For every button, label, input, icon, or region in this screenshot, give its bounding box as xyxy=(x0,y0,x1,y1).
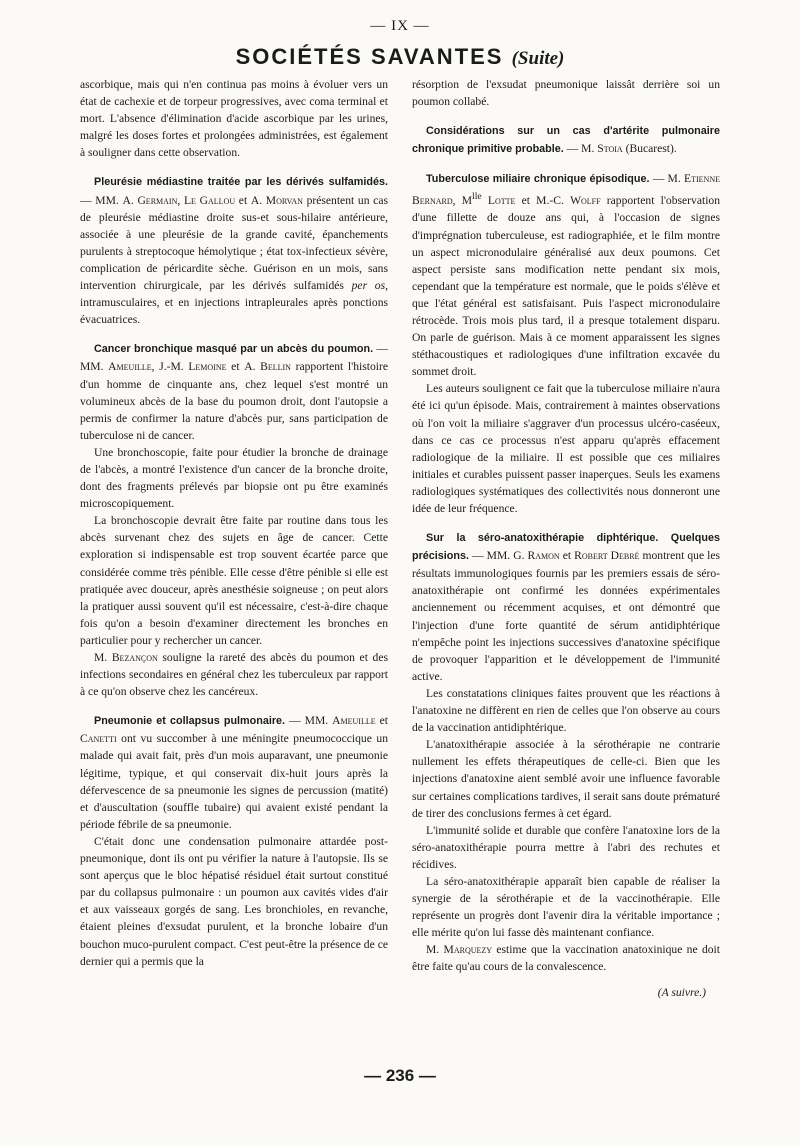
section-title: Considérations sur un cas d'artérite pulmonaire chronique primitive probable. xyxy=(412,125,720,156)
dash: — MM. xyxy=(80,342,388,374)
intro-paragraph: ascorbique, mais qui n'en continua pas moins à évoluer vers un état de cachexie et de torpeur progressives, avec coma terminal et mort. L'absence d'élimination d'acide ascorbique par les urines, malgré les doses fortes et prolongées administrées, est également à souligner dans cette observation. xyxy=(80,78,388,160)
sep: et xyxy=(226,360,245,374)
right-column xyxy=(412,76,720,1001)
author: Wolff xyxy=(570,194,601,208)
dash: — M. xyxy=(563,142,598,156)
author: Ameuille xyxy=(332,714,376,728)
sep: , xyxy=(177,193,184,207)
title-text: SOCIÉTÉS SAVANTES xyxy=(235,44,504,69)
paragraph: L'immunité solide et durable que confère l'anatoxine lors de la séro-anatoxithérapie pourra mettre à l'abri des rechutes et récidives. xyxy=(412,823,720,871)
dash: — MM. xyxy=(285,714,333,728)
author: Le Gallou xyxy=(183,193,236,207)
dash: — MM. xyxy=(469,549,514,563)
author: M. Marquezy xyxy=(426,943,493,957)
author: J.-M. Lemoine xyxy=(159,360,227,374)
section-title: Pneumonie et collapsus pulmonaire. xyxy=(94,715,286,728)
section-tuberculose xyxy=(412,170,720,380)
sep: et xyxy=(559,549,575,563)
section-sero-anatoxitherapie xyxy=(412,529,720,685)
paragraph xyxy=(412,941,720,975)
body-text: rapportent l'observation d'une fillette de douze ans qui, à l'occasion de signes d'imprégnation tuberculeuse, est radiographiée, et le film montre un aspect micronodulaire généralisé aux deux poumons. Cet aspect persiste sans modification nette pendant six mois, cependant que la température est normale, que le poids s'élève et que l'état général est satisfaisant. Puis l'aspect micronodulaire rétrocède. Trois mois plus tard, il a presque totalement disparu. On parle de guérison. Mais à ce moment apparaissent les signes stéthacoustiques et radiologiques d'une infiltration excavée du sommet droit. xyxy=(412,194,721,379)
author: Ameuille xyxy=(108,360,152,374)
page-number: — 236 — xyxy=(364,1066,436,1085)
paragraph: Une bronchoscopie, faite pour étudier la bronche de drainage de l'abcès, a montré l'existence d'un cancer de la bronche droite, dont des fragments prélevés par biopsie ont pu être examinés microscopiquement. xyxy=(80,445,388,511)
sep: , M xyxy=(452,194,473,208)
section-title: Tuberculose miliaire chronique épisodique. xyxy=(426,173,650,186)
continued-paragraph: résorption de l'exsudat pneumonique laissât derrière soi un poumon collabé. xyxy=(412,78,720,109)
body-text: rapportent l'histoire d'un homme de cinquante ans, chez lequel s'est montré un volumineux abcès de la base du poumon droit, dont l'autopsie a permis de confirmer la nature d'abcès pur, sans participation de tuberculose ni de cancer. xyxy=(80,360,388,442)
dash: — MM. xyxy=(80,193,123,207)
section-title: Sur la séro-anatoxithérapie diphtérique. Quelques précisions. xyxy=(412,532,720,563)
paragraph: C'était donc une condensation pulmonaire attardée post-pneumonique, dont ils ont pu vérifier la nature à l'autopsie. Ils se sont aperçus que le bloc hépatisé résiduel était surtout constitué par du collapsus pulmonaire : un poumon aux cavités vides d'air et aux vaisseaux gorgés de sang. Les bronchioles, en revanche, étaient pleines d'exsudat purulent, et la bronche lobaire d'un bouchon muco-purulent compact. C'est peut-être la présence de ce dernier qui a permis que la xyxy=(80,834,388,968)
sep: et xyxy=(235,193,251,207)
superscript: lle xyxy=(472,191,482,203)
left-column xyxy=(80,76,388,970)
body-text: montrent que les résultats immunologiques fournis par les premiers essais de séro-anatoxithérapie ont confirmé les données expérimentales anciennement ou récemment acquises, et ont démontré que l'injection d'une forte quantité de sérum antidiphtérique n'empêche point les injections successives d'anatoxine spécifique de provoquer l'apparition et le développement de l'immunité active. xyxy=(412,549,720,683)
body-text: présentent un cas de pleurésie médiastine droite sus-et sous-hilaire antérieure, associée à une pleurésie de la grande cavité, épanchements purulents à streptocoque hémolytique ; état tox-infectieux sévère, complication de péricardite sèche. Guérison en un mois, sans intervention chirurgicale, par les dérivés sulfamidés xyxy=(80,193,388,293)
author: Robert Debré xyxy=(574,549,640,563)
body-text: souligne la rareté des abcès du poumon et des infections secondaires en général chez les tuberculeux par rapport à ce qu'on observe chez les cancéreux. xyxy=(80,651,388,699)
author: A. Morvan xyxy=(250,193,303,207)
section-pneumonie xyxy=(80,712,388,833)
section-pleuresie xyxy=(80,173,388,328)
author: M. Bezançon xyxy=(94,651,158,664)
sep: et xyxy=(375,714,388,728)
author: A. Germain xyxy=(122,193,178,207)
latin-term: per os xyxy=(351,279,386,293)
author: G. Ramon xyxy=(513,549,560,563)
section-arterite xyxy=(412,122,720,158)
sep: , xyxy=(151,360,160,374)
author: Canetti xyxy=(80,732,117,746)
paragraph: Les constatations cliniques faites prouvent que les réactions à l'anatoxine ne diffèrent en rien de celles que l'on observe au cours de la vaccination antidiphtérique. xyxy=(412,686,720,735)
paragraph: Les auteurs soulignent ce fait que la tuberculose miliaire n'aura été ici qu'un épisode. Mais, contrairement à maintes observations où l'on voit la miliaire s'aggraver d'un processus ulcéro-caséeux, dans ce cas ce processus n'est apparu qu'après effacement radiologique de la miliaire. Il est possible que ces miliaires initiales et curables puissent passer inaperçues. Seuls les examens radiologiques systématiques des collectivités nous donneront une idée de leur fréquence. xyxy=(412,382,720,516)
body-text: (Bucarest). xyxy=(622,142,677,156)
page-title xyxy=(0,44,800,70)
sep: et M.-C. xyxy=(515,194,571,208)
dash: — M. xyxy=(649,172,685,186)
section-cancer-bronchique xyxy=(80,340,388,444)
body-text: estime que la vaccination anatoxinique ne doit être faite qu'au cours de la convalescence. xyxy=(412,943,720,974)
to-be-continued: (A suivre.) xyxy=(657,985,706,999)
section-title: Cancer bronchique masqué par un abcès du poumon. xyxy=(94,343,374,356)
page-roman-numeral: — IX — xyxy=(370,18,430,34)
body-text: , intramusculaires, et en injections intrapleurales après ponctions évacuatrices. xyxy=(80,279,388,327)
author: Etienne Bernard xyxy=(412,172,720,208)
author: Lotte xyxy=(481,194,516,208)
body-text: ont vu succomber à une méningite pneumococcique un malade qui avait fait, près d'un mois auparavant, une pneumonie légitime, typique, et qui conservait dix-huit jours après la défervescence de sa pneumonie les signes de percussion (matité) et d'auscultation (souffle tubaire) qui avaient existé pendant la période fébrile de sa pneumonie. xyxy=(80,732,388,831)
paragraph: L'anatoxithérapie associée à la sérothérapie ne contrarie nullement les effets thérapeutiques de celle-ci. Bien que les injections d'anatoxine aient semblé avoir une influence favorable sur certaines complications tardives, il serait sans doute prématuré de tirer des conclusions fermes à cet égard. xyxy=(412,738,720,820)
paragraph: La séro-anatoxithérapie apparaît bien capable de réaliser la synergie de la sérothérapie et de la vaccinothérapie. Elle représente un progrès dont l'avenir dira la véritable importance ; elle mérite qu'on lui fasse dès maintenant confiance. xyxy=(412,874,720,940)
section-title: Pleurésie médiastine traitée par les dérivés sulfamidés. xyxy=(94,176,388,189)
author: Stoia xyxy=(597,142,623,156)
paragraph: La bronchoscopie devrait être faite par routine dans tous les abcès survenant chez des sujets en âge de cancer. Cette exploration si indispensable est trop souvent écartée parce que considérée comme très pénible. Elle cesse d'être pénible si elle est pratiquée avec douceur, après anesthésie soigneuse ; on peut alors la pratiquer aussi souvent qu'il est nécessaire, c'est-à-dire chaque fois qu'on a besoin d'examiner directement les bronches en particulier pour y rechercher un cancer. xyxy=(80,514,388,647)
title-suffix: (Suite) xyxy=(511,48,565,69)
paragraph xyxy=(80,649,388,700)
author: A. Bellin xyxy=(244,360,291,374)
